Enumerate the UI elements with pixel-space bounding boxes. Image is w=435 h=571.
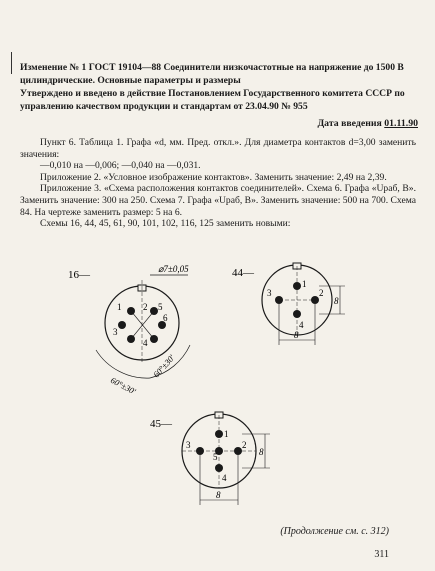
paragraph-5: Схемы 16, 44, 45, 61, 90, 101, 102, 116, 125 заменить новыми: (40, 218, 291, 230)
contact-4: 4 (222, 473, 227, 483)
contact-4: 4 (299, 320, 304, 330)
figure-16-angle-2: 60°±30' (151, 352, 177, 380)
contact-3: 3 (186, 440, 191, 450)
figure-16-label: 16— (68, 269, 90, 281)
contact-3: 3 (267, 288, 272, 298)
figure-45 (150, 412, 270, 505)
continuation-note: (Продолжение см. с. 312) (280, 526, 389, 537)
contact-3: 3 (113, 327, 118, 337)
page-number: 311 (374, 549, 389, 560)
paragraph-1: Пункт 6. Таблица 1. Графа «d, мм. Пред. откл.». Для диаметра контактов d=3,00 заменить значения: (20, 137, 416, 160)
contact-1: 1 (117, 302, 122, 312)
contact-2: 2 (319, 288, 324, 298)
effective-date-value: 01.11.90 (384, 118, 418, 129)
figure-44-dim-h: 8 (294, 330, 299, 340)
paragraph-3: Приложение 2. «Условное изображение контактов». Заменить значение: 2,49 на 2,39. (40, 171, 387, 183)
contact-5: 5 (213, 452, 218, 462)
contact-2: 2 (143, 302, 148, 312)
contact-2: 2 (242, 440, 247, 450)
effective-date-label: Дата введения (317, 118, 382, 129)
contact-1: 1 (302, 279, 307, 289)
figure-44 (232, 263, 345, 345)
paragraph-2: —0,010 на —0,006; —0,040 на —0,031. (40, 160, 201, 172)
paragraph-4: Приложение 3. «Схема расположения контактов соединителей». Схема 6. Графа «Uраб, В». Заменить значение: 300 на 250. Схема 7. Графа «Uраб, В». Заменить значение: 500 на 700. Схема 84. На чертеже заменить размер: 5 на 6. (20, 183, 417, 218)
figure-45-dim-h: 8 (216, 490, 221, 500)
figure-45-dim-v: 8 (259, 447, 264, 457)
figure-16-angle-1: 60°±30' (109, 374, 138, 397)
figure-16 (68, 264, 190, 396)
figure-44-dim-v: 8 (334, 296, 339, 306)
contact-5: 5 (158, 302, 163, 312)
contact-6: 6 (163, 313, 168, 323)
figure-16-diameter: ⌀7±0,05 (158, 264, 189, 274)
amendment-title: Изменение № 1 ГОСТ 19104—88 Соединители низкочастотные на напряжение до 1500 В цилиндрические. Основные параметры и размеры (20, 62, 404, 86)
figure-44-label: 44— (232, 267, 254, 279)
approval-statement: Утверждено и введено в действие Постановлением Государственного комитета СССР по управлению качеством продукции и стандартам от 23.04.90 № 955 (20, 88, 405, 112)
figure-45-label: 45— (150, 418, 172, 430)
contact-1: 1 (224, 429, 229, 439)
contact-4: 4 (143, 338, 148, 348)
